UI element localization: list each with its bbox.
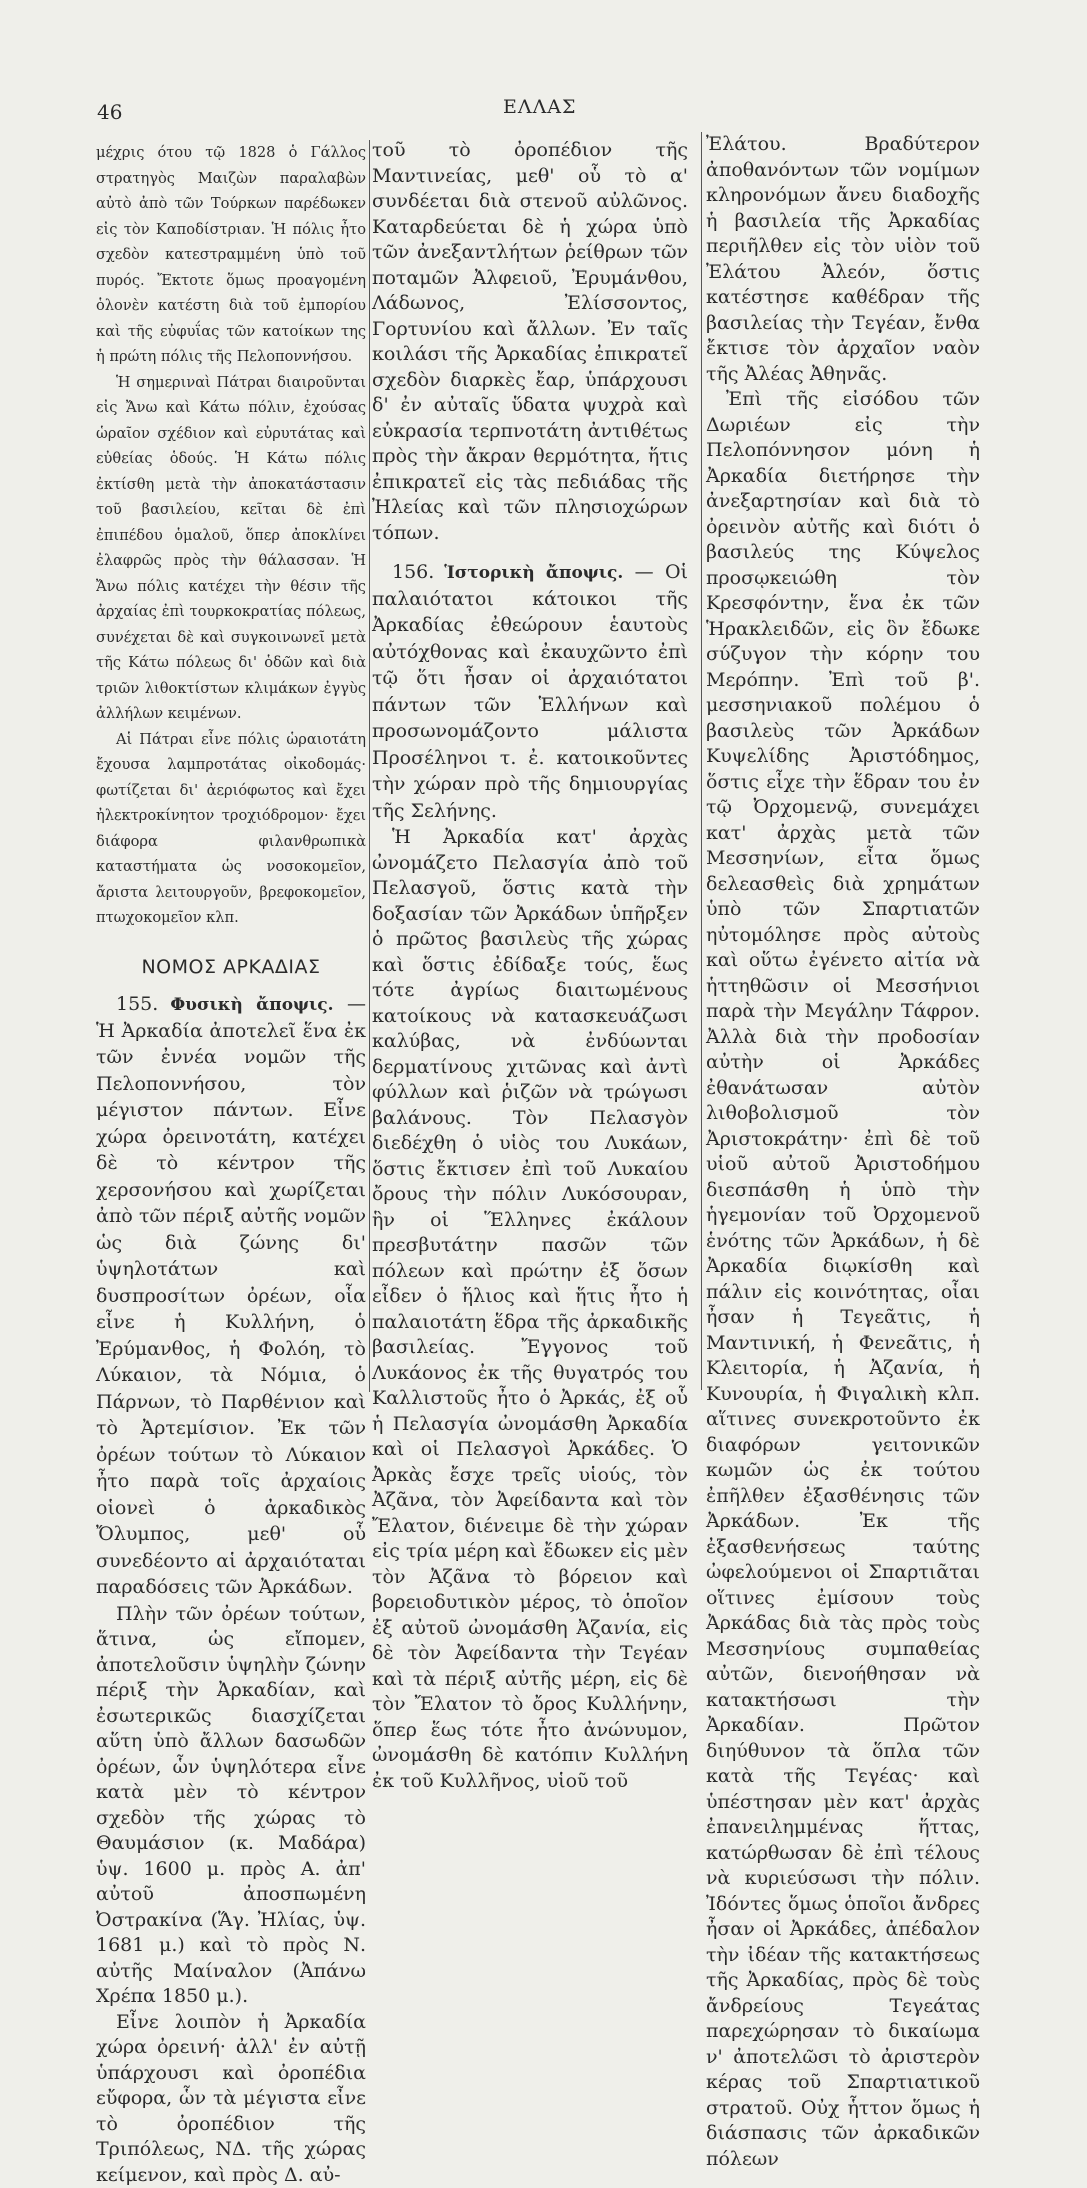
running-title: ΕΛΛΑΣ — [503, 96, 576, 118]
section-155 — [96, 992, 366, 1602]
paragraph: Ἐλάτου. Βραδύτερον ἀποθανόντων τῶν νομίμων κληρονόμων ἄνευ διαδοχῆς ἡ βασιλεία τῆς Ἀρκαδίας περιῆλθεν εἰς τὸν υἱὸν τοῦ Ἐλάτου Ἀλεόν, ὅστις κατέστησε καθέδραν τῆς βασιλείας τὴν Τεγέαν, ἔνθα ἔκτισε τὸν ἀρχαῖον ναὸν τῆς Ἀλέας Ἀθηνᾶς. — [706, 132, 980, 387]
column-middle — [372, 138, 688, 1794]
paragraph: Αἱ Πάτραι εἶνε πόλις ὡραιοτάτη ἔχουσα λαμπροτάτας οἰκοδομάς· φωτίζεται δι' ἀεριόφωτος καὶ ἔχει ἠλεκτροκίνητον τροχιόδρομον· ἔχει διάφορα φιλανθρωπικὰ καταστήματα ὡς νοσοκομεῖον, ἄριστα λειτουργοῦν, βρεφοκομεῖον, πτωχοκομεῖον κλπ. — [96, 727, 366, 931]
page-number: 46 — [97, 100, 122, 124]
paragraph: Πλὴν τῶν ὀρέων τούτων, ἅτινα, ὡς εἴπομεν, ἀποτελοῦσιν ὑψηλὴν ζώνην πέριξ τὴν Ἀρκαδίαν, καὶ ἐσωτερικῶς διασχίζεται αὕτη ὑπὸ ἄλλων δασωδῶν ὀρέων, ὧν ὑψηλότερα εἶνε κατὰ μὲν τὸ κέντρον σχεδὸν τῆς χώρας τὸ Θαυμάσιον (κ. Μαδάρα) ὑψ. 1600 μ. πρὸς Α. ἀπ' αὐτοῦ ἀποσπωμένη Ὀστρακίνα (Ἅγ. Ἠλίας, ὑψ. 1681 μ.) καὶ τὸ πρὸς Ν. αὐτῆς Μαίναλον (Ἀπάνω Χρέπα 1850 μ.). — [96, 1602, 366, 2010]
section-heading: Φυσικὴ ἄποψις. — [170, 995, 333, 1015]
column-rule — [701, 132, 702, 1390]
column-left — [96, 140, 366, 2188]
section-title: ΝΟΜΟΣ ΑΡΚΑΔΙΑΣ — [96, 955, 366, 981]
column-rule — [369, 140, 370, 1392]
section-number: 155. — [116, 993, 158, 1015]
paragraph: τοῦ τὸ ὀροπέδιον τῆς Μαντινείας, μεθ' οὗ τὸ α' συνδέεται διὰ στενοῦ αὐλῶνος. Καταρδεύεται δὲ ἡ χώρα ὑπὸ τῶν ἀνεξαντλήτων ῥείθρων τῶν ποταμῶν Ἀλφειοῦ, Ἐρυμάνθου, Λάδωνος, Ἐλίσσοντος, Γορτυνίου καὶ ἄλλων. Ἐν ταῖς κοιλάσι τῆς Ἀρκαδίας ἐπικρατεῖ σχεδὸν διαρκὲς ἔαρ, ὑπάρχουσι δ' ἐν αὐταῖς ὕδατα ψυχρὰ καὶ εὐκρασία τερπνοτάτη ἀντιθέτως πρὸς τὴν ἄκραν θερμότητα, ἥτις ἐπικρατεῖ εἰς τὰς πεδιάδας τῆς Ἠλείας καὶ τῶν πλησιοχώρων τόπων. — [372, 138, 688, 546]
paragraph: Ἐπὶ τῆς εἰσόδου τῶν Δωριέων εἰς τὴν Πελοπόννησον μόνη ἡ Ἀρκαδία διετήρησε τὴν ἀνεξαρτησίαν καὶ διὰ τὸ ὀρεινὸν αὐτῆς καὶ διότι ὁ βασιλεύς της Κύψελος προσῳκειώθη τὸν Κρεσφόντην, ἕνα ἐκ τῶν Ἡρακλειδῶν, εἰς ὃν ἔδωκε σύζυγον τὴν κόρην του Μερόπην. Ἐπὶ τοῦ β'. μεσσηνιακοῦ πολέμου ὁ βασιλεὺς τῶν Ἀρκάδων Κυψελίδης Ἀριστόδημος, ὅστις εἶχε τὴν ἕδραν του ἐν τῷ Ὀρχομενῷ, συνεμάχει κατ' ἀρχὰς μετὰ τῶν Μεσσηνίων, εἶτα ὅμως δελεασθεὶς διὰ χρημάτων ὑπὸ τῶν Σπαρτιατῶν ηὐτομόλησε πρὸς αὐτοὺς καὶ οὕτω ἐγένετο αἰτία νὰ ἡττηθῶσιν οἱ Μεσσήνιοι παρὰ τὴν Μεγάλην Τάφρον. Ἀλλὰ διὰ τὴν προδοσίαν αὐτὴν οἱ Ἀρκάδες ἐθανάτωσαν αὐτὸν λιθοβολισμοῦ τὸν Ἀριστοκράτην· ἐπὶ δὲ τοῦ υἱοῦ αὐτοῦ Ἀριστοδήμου διεσπάσθη ἡ ὑπὸ τὴν ἡγεμονίαν τοῦ Ὀρχομενοῦ ἑνότης τῶν Ἀρκάδων, ἡ δὲ Ἀρκαδία διῳκίσθη καὶ πάλιν εἰς κοινότητας, οἷαι ἦσαν ἡ Τεγεᾶτις, ἡ Μαντινική, ἡ Φενεᾶτις, ἡ Κλειτορία, ἡ Ἀζανία, ἡ Κυνουρία, ἡ Φιγαλικὴ κλπ. αἵτινες συνεκροτοῦντο ἐκ διαφόρων γειτονικῶν κωμῶν ὡς ἐκ τούτου ἐπῆλθεν ἐξασθένησις τῶν Ἀρκάδων. Ἐκ τῆς ἐξασθενήσεως ταύτης ὠφελούμενοι οἱ Σπαρτιᾶται οἵτινες ἐμίσουν τοὺς Ἀρκάδας διὰ τὰς πρὸς τοὺς Μεσσηνίους συμπαθείας αὐτῶν, διενοήθησαν νὰ κατακτήσωσι τὴν Ἀρκαδίαν. Πρῶτον διηύθυνον τὰ ὅπλα τῶν κατὰ τῆς Τεγέας· καὶ ὑπέστησαν μὲν κατ' ἀρχὰς ἐπανειλημμένας ἥττας, κατώρθωσαν δὲ ἐπὶ τέλους νὰ κυριεύσωσι τὴν πόλιν. Ἰδόντες ὅμως ὁποῖοι ἄνδρες ἦσαν οἱ Ἀρκάδες, ἀπέδαλον τὴν ἰδέαν τῆς κατακτήσεως τῆς Ἀρκαδίας, πρὸς δὲ τοὺς ἄνδρείους Τεγεάτας παρεχώρησαν τὸ δικαίωμα ν' ἀποτελῶσι τὸ ἀριστερὸν κέρας τοῦ Σπαρτιατικοῦ στρατοῦ. Οὐχ ἧττον ὅμως ἡ διάσπασις τῶν ἀρκαδικῶν πόλεων — [706, 387, 980, 2172]
paragraph: Εἶνε λοιπὸν ἡ Ἀρκαδία χώρα ὀρεινή· ἀλλ' ἐν αὐτῇ ὑπάρχουσι καὶ ὀροπέδια εὔφορα, ὧν τὰ μέγιστα εἶνε τὸ ὀροπέδιον τῆς Τριπόλεως, ΝΔ. τῆς χώρας κείμενον, καὶ πρὸς Δ. αὐ- — [96, 2010, 366, 2188]
paragraph: — Οἱ παλαιότατοι κάτοικοι τῆς Ἀρκαδίας ἐθεώρουν ἑαυτοὺς αὐτόχθονας καὶ ἐκαυχῶντο ἐπὶ τῷ ὅτι ἦσαν οἱ ἀρχαιότατοι πάντων τῶν Ἑλλήνων καὶ προσωνομάζοντο μάλιστα Προσέληνοι τ. ἐ. κατοικοῦντες τὴν χώραν πρὸ τῆς δημιουργίας τῆς Σελήνης. — [372, 561, 688, 822]
section-heading: Ἱστορικὴ ἄποψις. — [444, 563, 623, 583]
paragraph: Ἡ σημεριναὶ Πάτραι διαιροῦνται εἰς Ἄνω καὶ Κάτω πόλιν, ἐχούσας ὡραῖον σχέδιον καὶ εὐρυτάτας καὶ εὐθείας ὁδούς. Ἡ Κάτω πόλις ἐκτίσθη μετὰ τὴν ἀποκατάστασιν τοῦ βασιλείου, κεῖται δὲ ἐπὶ ἐπιπέδου ὁμαλοῦ, ὅπερ ἀποκλίνει ἐλαφρῶς πρὸς τὴν θάλασσαν. Ἡ Ἄνω πόλις κατέχει τὴν θέσιν τῆς ἀρχαίας ἐπὶ τουρκοκρατίας πόλεως, συνέχεται δὲ καὶ συγκοινωνεῖ μετὰ τῆς Κάτω πόλεως δι' ὁδῶν καὶ διὰ τριῶν λιθοκτίστων κλιμάκων ἐγγὺς ἀλλήλων κειμένων. — [96, 370, 366, 727]
paragraph: — Ἡ Ἀρκαδία ἀποτελεῖ ἕνα ἐκ τῶν ἐννέα νομῶν τῆς Πελοποννήσου, τὸν μέγιστον πάντων. Εἶνε χώρα ὀρεινοτάτη, κατέχει δὲ τὸ κέντρον τῆς χερσονήσου καὶ χωρίζεται ἀπὸ τῶν πέριξ αὐτῆς νομῶν ὡς διὰ ζώνης δι' ὑψηλοτάτων καὶ δυσπροσίτων ὀρέων, οἷα εἶνε ἡ Κυλλήνη, ὁ Ἐρύμανθος, ἡ Φολόη, τὸ Λύκαιον, τὰ Νόμια, ὁ Πάρνων, τὸ Παρθένιον καὶ τὸ Ἀρτεμίσιον. Ἐκ τῶν ὀρέων τούτων τὸ Λύκαιον ἦτο παρὰ τοῖς ἀρχαίοις οἱονεὶ ὁ ἀρκαδικὸς Ὄλυμπος, μεθ' οὗ συνεδέοντο αἱ ἀρχαιόταται παραδόσεις τῶν Ἀρκάδων. — [96, 993, 366, 1598]
paragraph: Ἡ Ἀρκαδία κατ' ἀρχὰς ὠνομάζετο Πελασγία ἀπὸ τοῦ Πελασγοῦ, ὅστις κατὰ τὴν δοξασίαν τῶν Ἀρκάδων ὑπῆρξεν ὁ πρῶτος βασιλεὺς τῆς χώρας καὶ ὅστις ἐδίδαξε τούς, ἕως τότε ἀγρίως διαιτωμένους κατοίκους νὰ κατασκευάζωσι καλύβας, νὰ ἐνδύωνται δερματίνους χιτῶνας καὶ ἀντὶ φύλλων καὶ ῥιζῶν νὰ τρώγωσι βαλάνους. Τὸν Πελασγὸν διεδέχθη ὁ υἱὸς του Λυκάων, ὅστις ἔκτισεν ἐπὶ τοῦ Λυκαίου ὄρους τὴν πόλιν Λυκόσουραν, ἣν οἱ Ἕλληνες ἐκάλουν πρεσβυτάτην πασῶν τῶν πόλεων καὶ πρώτην ἐξ ὅσων εἶδεν ὁ ἥλιος καὶ ἥτις ἦτο ἡ παλαιοτάτη ἕδρα τῆς ἀρκαδικῆς βασιλείας. Ἔγγονος τοῦ Λυκάονος ἐκ τῆς θυγατρός του Καλλιστοῦς ἦτο ὁ Ἀρκάς, ἐξ οὗ ἡ Πελασγία ὠνομάσθη Ἀρκαδία καὶ οἱ Πελασγοὶ Ἀρκάδες. Ὁ Ἀρκὰς ἔσχε τρεῖς υἱούς, τὸν Ἀζᾶνα, τὸν Ἀφείδαντα καὶ τὸν Ἔλατον, διένειμε δὲ τὴν χώραν εἰς τρία μέρη καὶ ἔδωκεν εἰς μὲν τὸν Ἀζᾶνα τὸ βόρειον καὶ βορειοδυτικὸν μέρος, τὸ ὁποῖον ἐξ αὐτοῦ ὠνομάσθη Ἀζανία, εἰς δὲ τὸν Ἀφείδαντα τὴν Τεγέαν καὶ τὰ πέριξ αὐτῆς μέρη, εἰς δὲ τὸν Ἔλατον τὸ ὄρος Κυλλήνην, ὅπερ ἕως τότε ἦτο ἀνώνυμον, ὠνομάσθη δὲ κατόπιν Κυλλήνη ἐκ τοῦ Κυλλῆνος, υἱοῦ τοῦ — [372, 825, 688, 1794]
section-number: 156. — [392, 561, 434, 583]
section-156 — [372, 560, 688, 825]
column-right — [706, 132, 980, 2172]
paragraph: μέχρις ότου τῷ 1828 ὁ Γάλλος στρατηγὸς Μαιζὼν παραλαβὼν αὐτὸ ἀπὸ τῶν Τούρκων παρέδωκεν εἰς τὸν Καποδίστριαν. Ἡ πόλις ἦτο σχεδὸν κατεστραμμένη ὑπὸ τοῦ πυρός. Ἔκτοτε ὅμως προαγομένη ὁλονὲν κατέστη διὰ τοῦ ἐμπορίου καὶ τῆς εὐφυΐας τῶν κατοίκων της ἡ πρώτη πόλις τῆς Πελοποννήσου. — [96, 140, 366, 370]
